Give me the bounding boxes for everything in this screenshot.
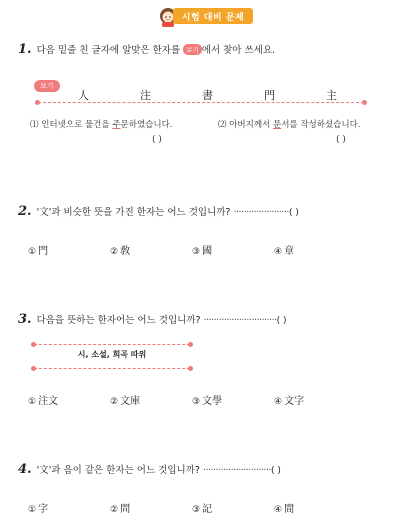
question-prompt: 다음을 뜻하는 한자어는 어느 것입니까? [36,315,201,326]
divider [38,102,364,103]
option[interactable]: ③ 國 [192,246,213,257]
sub-question-2: ⑵ 아버지께서 문서를 작성하셨습니다. [218,120,361,130]
hanja-choice: 主 [326,89,338,102]
hanja-choice: 注 [140,89,152,102]
answer-blank[interactable]: ( ) [276,316,287,326]
question-number: 4. [18,462,32,477]
underlined-char: 주 [112,120,121,130]
options-q2 [28,242,358,257]
hanja-choices [78,87,338,103]
question-number: 1. [18,42,32,57]
option[interactable]: ② 文庫 [110,396,141,407]
option[interactable]: ② 敎 [110,246,131,257]
question-2 [18,204,299,219]
option[interactable]: ④ 文字 [274,396,305,407]
leader-dots: ······················ [233,207,289,218]
options-q3 [28,392,358,407]
question-prompt: 다음 밑줄 친 글자에 알맞은 한자를 [36,45,181,56]
hanja-choice: 門 [264,89,276,102]
leader-dots: ··························· [202,465,271,476]
hanja-choice: 人 [78,89,90,102]
options-q4 [28,500,358,515]
option[interactable]: ① 字 [28,504,49,515]
leader-dots: ····························· [203,315,277,326]
answer-blank[interactable]: ( ) [152,135,162,145]
question-number: 3. [18,312,32,327]
definition-text: 시, 소설, 희곡 따위 [77,350,147,359]
header-title: 시험 대비 문제 [173,8,253,24]
hanja-choice: 書 [202,89,214,102]
option[interactable]: ① 門 [28,246,49,257]
question-1 [18,42,275,57]
option[interactable]: ③ 文學 [192,396,223,407]
section-header [157,6,253,26]
answer-blank[interactable]: ( ) [336,135,346,145]
bogi-inline-tag: 보기 [183,44,202,55]
bogi-label: 보기 [34,80,60,92]
question-4 [18,462,281,477]
option[interactable]: ④ 章 [274,246,295,257]
underlined-char: 문 [272,120,282,130]
option[interactable]: ③ 記 [192,504,213,515]
question-prompt: '文'과 음이 같은 한자는 어느 것입니까? [36,465,200,476]
option[interactable]: ④ 間 [274,504,295,515]
question-number: 2. [18,204,32,219]
definition-box [34,340,190,370]
question-prompt: '文'과 비슷한 뜻을 가진 한자는 어느 것입니까? [36,207,231,218]
question-prompt-end: 에서 찾아 쓰세요. [201,45,276,56]
sub-question-1: ⑴ 인터넷으로 물건을 주문하였습니다. [30,120,173,130]
question-3 [18,312,287,327]
answer-blank[interactable]: ( ) [271,466,281,476]
option[interactable]: ② 問 [110,504,131,515]
bogi-box [28,80,374,148]
option[interactable]: ① 注文 [28,396,59,407]
answer-blank[interactable]: ( ) [288,208,299,218]
